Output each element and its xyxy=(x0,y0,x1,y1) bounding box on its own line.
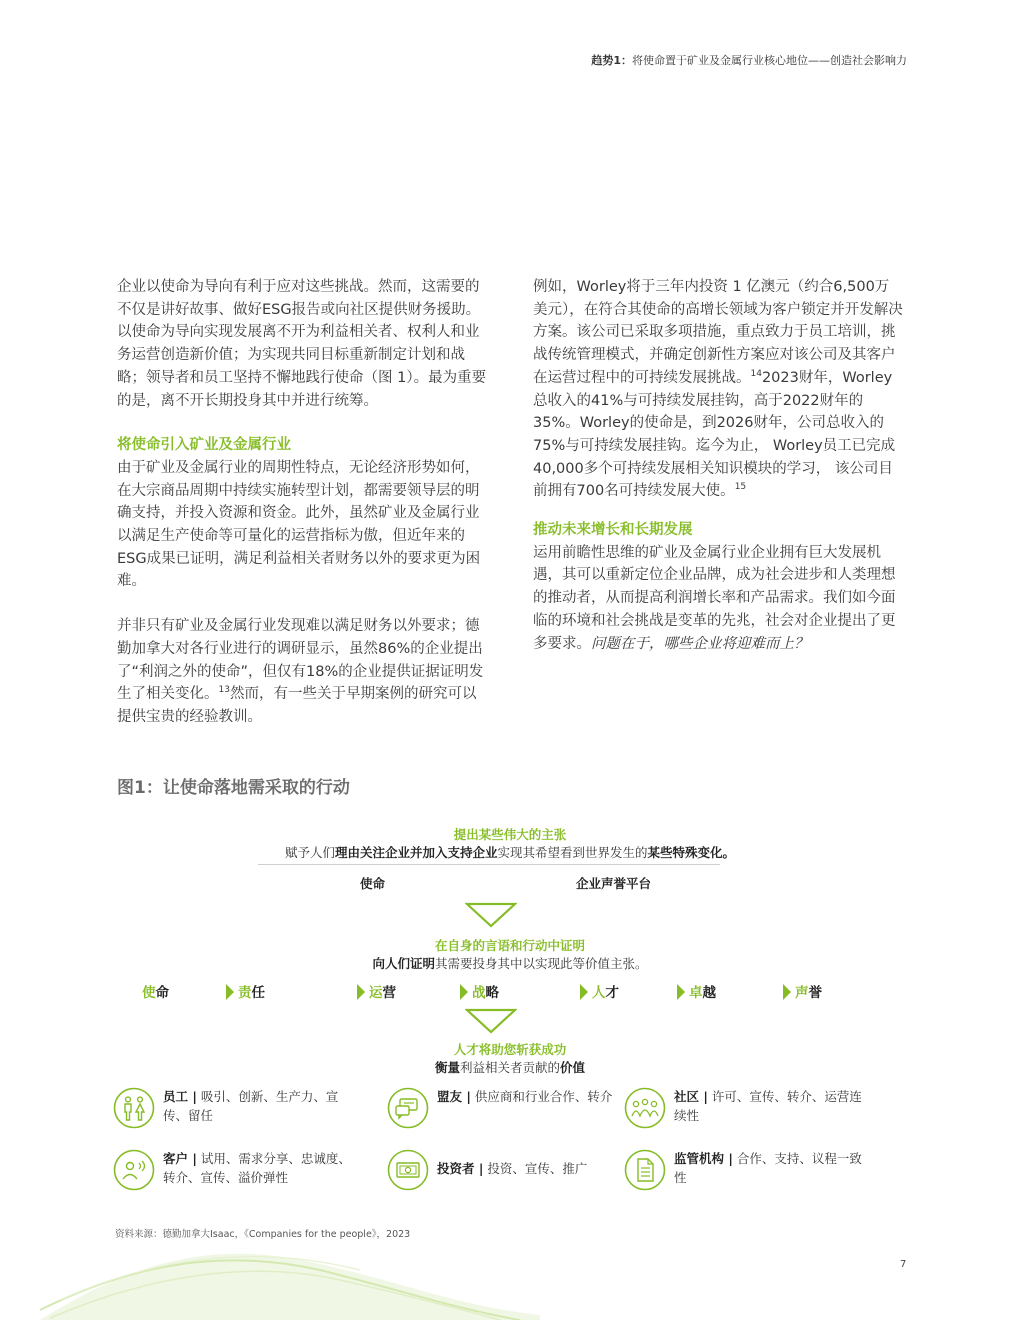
running-header xyxy=(591,52,907,68)
investor-money-icon xyxy=(387,1149,429,1191)
chain-item-reputation xyxy=(783,981,822,1001)
down-triangle-icon-2 xyxy=(465,1008,517,1034)
stakeholder-investors-text xyxy=(437,1149,637,1178)
chain-2-k: 营 xyxy=(382,985,396,1001)
step3-sub-b: 利益相关者贡献的 xyxy=(459,1060,560,1075)
step2-subtext xyxy=(0,954,1020,972)
stakeholder-community xyxy=(624,1087,874,1129)
p3-text: 并非只有矿业及金属行业发现难以满足财务以外要求；德勤加拿大对各行业进行的调研显示，虽然86%的企业提出了“利润之外的使命”，但仅有18%的企业提供证据证明发生了相关变化。 xyxy=(117,618,484,703)
step1-sub-c: 实现其希望看到世界发生的 xyxy=(497,845,648,860)
left-paragraph-2: 由于矿业及金属行业的周期性特点，无论经济形势如何，在大宗商品周期中持续实施转型计划，都需要领导层的明确支持，并投入资源和资金。此外，虽然矿业及金属行业以满足生产使命等可量化的运营指标为傲，但近年来的ESG成果已证明，满足利益相关者财务以外的要求更为困难。 xyxy=(117,459,481,590)
chain-4-g: 人 xyxy=(592,985,606,1001)
step1-sub-d: 某些特殊变化。 xyxy=(647,845,736,860)
divider-line xyxy=(258,864,720,865)
figure-title: 图1：让使命落地需采取的行动 xyxy=(117,778,350,798)
chevron-right-icon xyxy=(580,984,588,1000)
left-column xyxy=(117,276,489,729)
chain-4-k: 才 xyxy=(605,985,619,1001)
stake-3-name: 客户 | xyxy=(163,1151,197,1166)
stake-3-desc: 试用、需求分享、忠诚度、转介、宣传、溢价弹性 xyxy=(163,1151,351,1185)
footnote-ref-15: 15 xyxy=(734,482,747,493)
step1-heading: 提出某些伟大的主张 xyxy=(453,827,567,842)
chain-3-g: 战 xyxy=(472,985,486,1001)
r-p2-italic: 问题在于，哪些企业将迎难而上？ xyxy=(591,635,809,652)
step1-sub-a: 赋予人们 xyxy=(284,845,335,860)
chain-item-responsibility xyxy=(226,981,265,1001)
stakeholder-regulators-text xyxy=(674,1149,874,1187)
chain-2-g: 运 xyxy=(369,985,383,1001)
chain-item-operations xyxy=(357,981,396,1001)
stakeholder-customers-text xyxy=(163,1149,363,1187)
r-p2: 运用前瞻性思维的矿业及金属行业企业拥有巨大发展机遇，其可以重新定位企业品牌，成为社会进步和人类理想的推动者，从而提高利润增长率和产品需求。我们如今面临的环境和社会挑战是变革的先兆，社会对企业提出了更多要求。 xyxy=(533,544,896,652)
chain-3-k: 略 xyxy=(485,985,499,1001)
step3-block xyxy=(0,1040,1020,1076)
stakeholder-allies xyxy=(387,1087,637,1129)
step3-heading: 人才将助您斩获成功 xyxy=(453,1042,567,1057)
stake-1-name: 盟友 | xyxy=(437,1089,471,1104)
step2-sub-b: 其需要投身其中以实现此等价值主张。 xyxy=(435,956,648,971)
decorative-swoosh xyxy=(0,1200,1020,1320)
regulator-document-icon xyxy=(624,1149,666,1191)
label-reputation-platform: 企业声誉平台 xyxy=(576,876,652,891)
chain-item-strategy xyxy=(460,981,499,1001)
stakeholder-customers xyxy=(113,1149,363,1191)
chevron-right-icon xyxy=(357,984,365,1000)
right-paragraph-2 xyxy=(533,542,903,656)
chain-5-g: 卓 xyxy=(689,985,703,1001)
section-heading-1: 将使命引入矿业及金属行业 xyxy=(117,437,291,454)
stake-4-name: 投资者 | xyxy=(437,1161,484,1176)
stake-0-name: 员工 | xyxy=(163,1089,197,1104)
stake-2-name: 社区 | xyxy=(674,1089,708,1104)
allies-chat-icon xyxy=(387,1087,429,1129)
right-paragraph-1 xyxy=(533,276,903,503)
step2-sub-a: 向人们证明 xyxy=(372,956,435,971)
stakeholder-regulators xyxy=(624,1149,874,1191)
chain-0-g: 使 xyxy=(142,985,156,1001)
stake-5-desc: 合作、支持、议程一致性 xyxy=(674,1151,862,1185)
step1-subtext xyxy=(0,843,1020,861)
chain-item-mission xyxy=(142,981,169,1001)
stakeholder-employees xyxy=(113,1087,363,1129)
label-mission: 使命 xyxy=(360,876,386,891)
header-title: 将使命置于矿业及金属行业核心地位——创造社会影响力 xyxy=(632,54,907,67)
community-icon xyxy=(624,1087,666,1129)
chain-item-excellence xyxy=(677,981,716,1001)
footnote-ref-14: 14 xyxy=(750,368,762,379)
employees-icon xyxy=(113,1087,155,1129)
r-p1a: 例如，Worley将于三年内投资 1 亿澳元（约合6,500万美元），在符合其使命的高增长领域为客户锁定并开发解决方案。该公司已采取多项措施，重点致力于员工培训，挑战传统管理模式，并确定创新性方案应对该公司及其客户在运营过程中的可持续发展挑战。 xyxy=(533,279,903,386)
chain-6-g: 声 xyxy=(795,985,809,1001)
step1-sub-b: 理由关注企业并加入支持企业 xyxy=(334,845,498,860)
step3-sub-a: 衡量 xyxy=(434,1060,460,1075)
stakeholder-employees-text xyxy=(163,1087,363,1125)
chain-5-k: 越 xyxy=(702,985,716,1001)
source-note: 资料来源：德勤加拿大Isaac，《Companies for the people》，2023 xyxy=(115,1229,411,1240)
page-number: 7 xyxy=(900,1259,907,1270)
chain-6-k: 誉 xyxy=(808,985,822,1001)
stakeholder-allies-text xyxy=(437,1087,637,1106)
stakeholder-community-text xyxy=(674,1087,874,1125)
chevron-right-icon xyxy=(226,984,234,1000)
stake-2-desc: 许可、宣传、转介、运营连续性 xyxy=(674,1089,862,1123)
chain-1-k: 任 xyxy=(251,985,265,1001)
step2-heading: 在自身的言语和行动中证明 xyxy=(434,938,585,953)
step1-block xyxy=(0,825,1020,861)
p3-tail: 然而，有一些关于早期案例的研究可以提供宝贵的经验教训。 xyxy=(117,686,477,725)
chain-1-g: 责 xyxy=(238,985,252,1001)
chevron-right-icon xyxy=(783,984,791,1000)
down-triangle-icon-1 xyxy=(465,902,517,928)
stake-1-desc: 供应商和行业合作、转介 xyxy=(470,1089,613,1104)
header-trend: 趋势1： xyxy=(591,54,632,67)
stake-5-name: 监管机构 | xyxy=(674,1151,733,1166)
chain-0-k: 命 xyxy=(155,985,169,1001)
chevron-right-icon xyxy=(460,984,468,1000)
r-p1b: 2023财年，Worley总收入的41%与可持续发展挂钩，高于2022财年的35%。Worley的使命是，到2026财年，公司总收入的75%与可持续发展挂钩。迄今为止， Worley员工已完成40,000多个可持续发展相关知识模块的学习， 该公司目前拥有700名可持续发展大使。 xyxy=(533,369,896,500)
stake-0-desc: 吸引、创新、生产力、宣传、留任 xyxy=(163,1089,339,1123)
chevron-right-icon xyxy=(677,984,685,1000)
stake-4-desc: 投资、宣传、推广 xyxy=(483,1161,588,1176)
left-paragraph-3 xyxy=(117,615,489,729)
step3-subtext xyxy=(0,1058,1020,1076)
step3-sub-c: 价值 xyxy=(560,1060,586,1075)
customer-icon xyxy=(113,1149,155,1191)
left-paragraph-1: 企业以使命为导向有利于应对这些挑战。然而，这需要的不仅是讲好故事、做好ESG报告或向社区提供财务援助。以使命为导向实现发展离不开为利益相关者、权利人和业务运营创造新价值；为实现共同目标重新制定计划和战略；领导者和员工坚持不懈地践行使命（图 1）。最为重要的是，离不开长期投身其中并进行统筹。 xyxy=(117,279,487,409)
stakeholder-investors xyxy=(387,1149,637,1191)
section-heading-2: 推动未来增长和长期发展 xyxy=(533,522,693,539)
right-column xyxy=(533,276,903,655)
step2-block xyxy=(0,936,1020,972)
footnote-ref-13: 13 xyxy=(218,685,230,696)
chain-item-talent xyxy=(580,981,619,1001)
